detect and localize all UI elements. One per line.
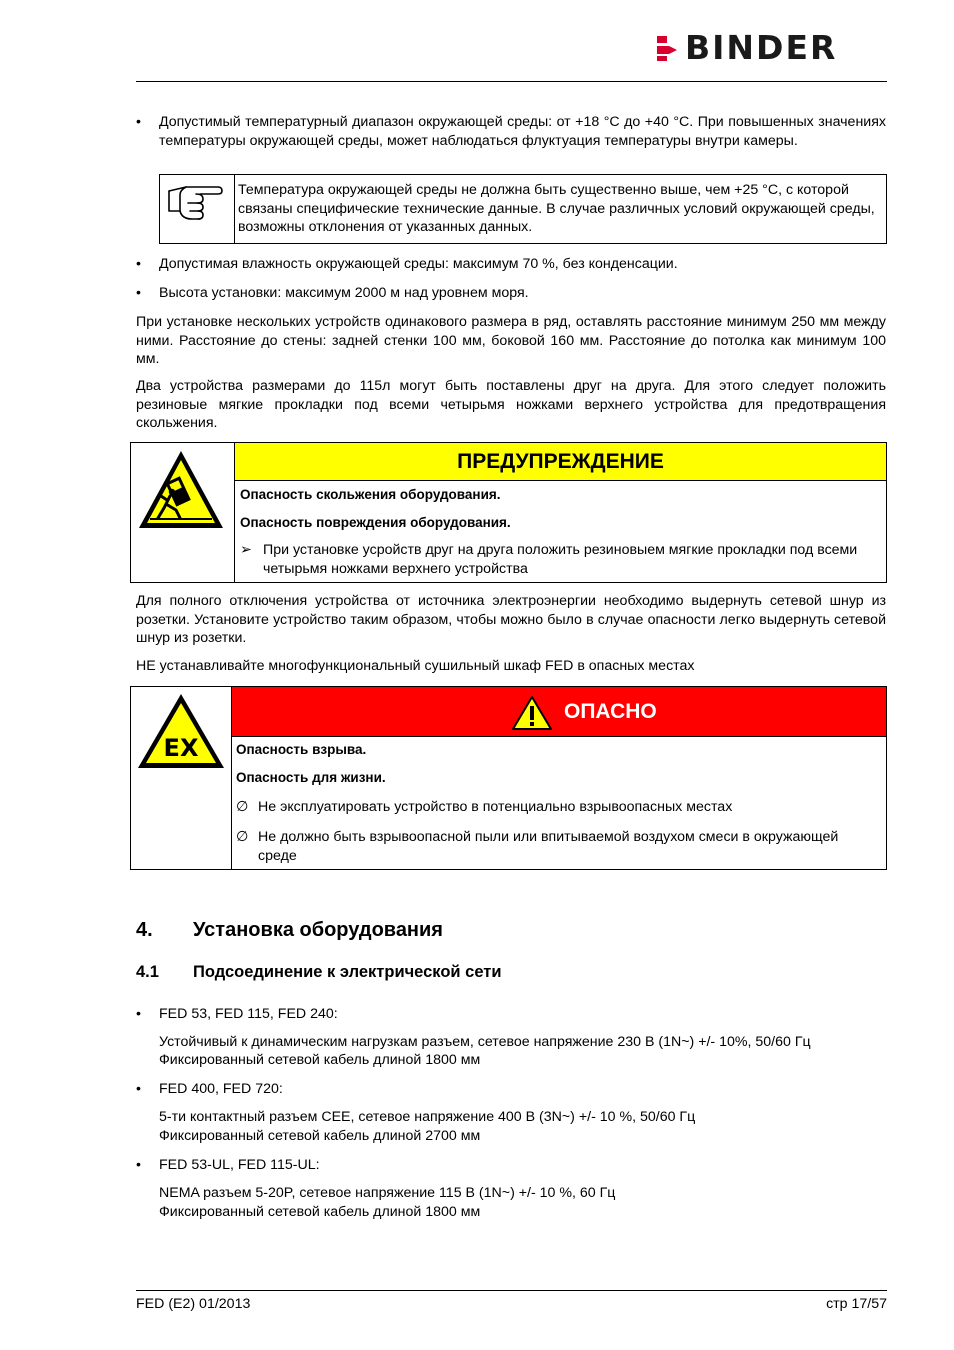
list-item [136,113,886,169]
footer-doc-id: FED (E2) 01/2013 [136,1296,251,1312]
logo-text: BINDER [685,28,838,67]
note-divider [234,175,235,243]
list-item [136,1005,886,1025]
model-label: FED 53-UL, FED 115-UL: [159,1157,320,1173]
list-item [136,255,886,275]
danger-title: ОПАСНО [564,700,657,723]
power-cable-line: Фиксированный сетевой кабель длиной 2700 мм [159,1128,481,1144]
paragraph: Для полного отключения устройства от источника электроэнергии необходимо выдернуть сетевой шнур из розетки. Установите устройство таким образом, чтобы можно было в случае опасности легко выдернуть сетевой шнур из розетки. [136,593,886,646]
model-label: FED 400, FED 720: [159,1081,283,1097]
prohibited-bullet-icon: ∅ [236,829,249,845]
danger-header [232,687,886,736]
note-box [159,174,887,244]
prohibited-bullet-icon: ∅ [236,799,249,815]
ex-label: EX [163,734,199,762]
power-spec-line: NEMA разъем 5-20P, сетевое напряжение 115 В (1N~) +/- 10 %, 60 Гц [159,1185,616,1201]
bullet-icon: • [136,1081,141,1097]
bullet-icon: • [136,1006,141,1022]
power-spec-line: Устойчивый к динамическим нагрузкам разъем, сетевое напряжение 230 В (1N~) +/- 10%, 50/60 Гц [159,1034,811,1050]
footer-rule [136,1290,887,1291]
warning-item: При установке усройств друг на друга положить резиновыем мягкие прокладки под всеми четырьмя ножками верхнего устройства [263,542,858,577]
warning-line-1: Опасность скольжения оборудования. [240,487,501,502]
model-label: FED 53, FED 115, FED 240: [159,1006,338,1022]
pointing-hand-icon [166,181,224,225]
list-item-text: Допустимый температурный диапазон окружающей среды: от +18 °C до +40 °C. При повышенных значениях температуры окружающей среды, может наблюдаться флуктуация температуры внутри камеры. [159,114,886,149]
list-item-text: Допустимая влажность окружающей среды: максимум 70 %, без конденсации. [159,256,678,272]
danger-item-2: Не должно быть взрывоопасной пыли или впитываемой воздухом смеси в окружающей среде [258,829,839,864]
arrow-bullet-icon: ➢ [240,542,252,558]
slipping-equipment-warning-icon [136,448,226,532]
subsection-title: Подсоединение к электрической сети [193,963,502,981]
note-text: Температура окружающей среды не должна быть существенно выше, чем +25 °C, с которой связаны специфические технические данные. В случае различных условий окружающей среды, возможны отклонения от указанных данных. [238,182,875,235]
header-rule [136,81,887,82]
danger-box [130,686,887,870]
paragraph: При установке нескольких устройств одинакового размера в ряд, оставлять расстояние минимум 250 мм между ними. Расстояние до стены: задней стенки 100 мм, боковой 160 мм. Расстояние до потолка как минимум 100 мм. [136,314,886,367]
list-item [136,1080,886,1100]
power-cable-line: Фиксированный сетевой кабель длиной 1800 мм [159,1052,481,1068]
danger-line-1: Опасность взрыва. [236,742,367,757]
danger-line-2: Опасность для жизни. [236,770,386,785]
warning-line-2: Опасность повреждения оборудования. [240,515,511,530]
paragraph: НЕ устанавливайте многофункциональный сушильный шкаф FED в опасных местах [136,658,695,674]
warning-box [130,442,887,583]
list-item [136,1156,886,1176]
exclamation-warning-icon [511,695,553,731]
power-cable-line: Фиксированный сетевой кабель длиной 1800 мм [159,1204,481,1220]
binder-logo [655,28,887,68]
explosion-hazard-icon [136,692,226,770]
power-spec-line: 5-ти контактный разъем CEE, сетевое напряжение 400 В (3N~) +/- 10 %, 50/60 Гц [159,1109,696,1125]
list-item [136,284,886,304]
warning-header [235,443,886,480]
paragraph: Два устройства размерами до 115л могут быть поставлены друг на друга. Для этого следует положить резиновые мягкие прокладки под всеми четырьмя ножками верхнего устройства для предотвращения скольжения. [136,378,886,431]
warning-title: ПРЕДУПРЕЖДЕНИЕ [457,450,664,473]
list-item-text: Высота установки: максимум 2000 м над уровнем моря. [159,285,529,301]
section-title: Установка оборудования [193,919,443,941]
danger-header-rule [232,736,886,737]
footer-page-number: стр 17/57 [826,1296,887,1312]
bullet-icon: • [136,256,141,272]
danger-item-1: Не эксплуатировать устройство в потенциально взрывоопасных местах [258,799,733,815]
bullet-icon: • [136,1157,141,1173]
bullet-icon: • [136,285,141,301]
subsection-number: 4.1 [136,963,159,981]
section-number: 4. [136,919,153,941]
warning-header-rule [235,480,886,481]
bullet-icon: • [136,114,141,130]
logo-mark-icon [655,34,681,62]
